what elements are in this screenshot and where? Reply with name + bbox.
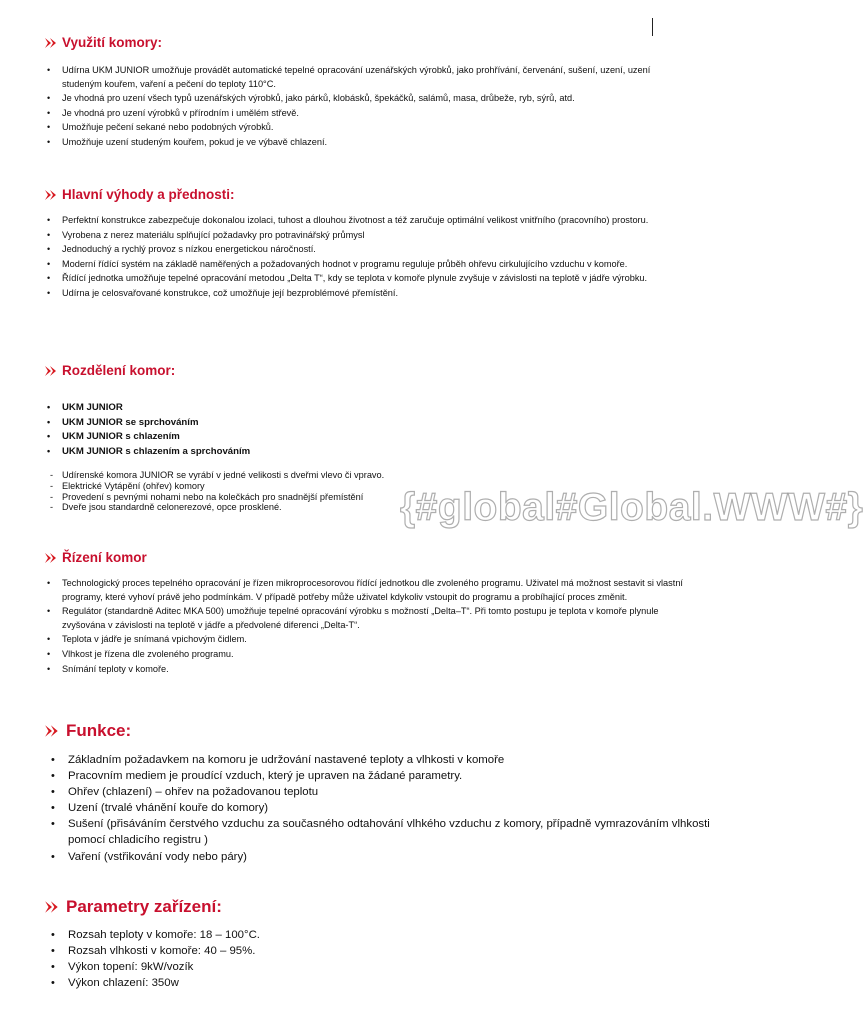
list-item: • Sušení (přisáváním čerstvého vzduchu za současného odtahování vlhkého vzduchu z komory, případně vymrazováním vlhkosti pomocí chladicího registru ) (44, 816, 734, 848)
list-item: • Udírna je celosvařované konstrukce, což umožňuje její bezproblémové přemístění. (44, 287, 684, 301)
list-rizeni (44, 577, 684, 676)
list-item: • Výkon topení: 9kW/vozík (44, 959, 684, 975)
section-heading (44, 186, 684, 206)
list-item: • Perfektní konstrukce zabezpečuje dokonalou izolaci, tuhost a dlouhou životnost a též zaručuje optimální velikost vnitřního (pracovního) prostoru. (44, 214, 684, 228)
red-arrow-icon (44, 899, 60, 915)
list-funkce (44, 752, 734, 865)
list-parametry (44, 927, 684, 991)
red-arrow-icon (44, 36, 58, 50)
heading-funkce: Funkce: (66, 721, 132, 740)
red-arrow-icon (44, 723, 60, 739)
list-item: • Pracovním mediem je proudící vzduch, který je upraven na žádané parametry. (44, 768, 734, 784)
section-heading (44, 34, 684, 54)
list-item: • Udírna UKM JUNIOR umožňuje provádět automatické tepelné opracování uzenářských výrobků, jako prohřívání, červenání, sušení, uzení, uzení studeným kouřem, vaření a pečení do teploty 110°C. (44, 64, 684, 91)
list-item: • Rozsah vlhkosti v komoře: 40 – 95%. (44, 943, 684, 959)
section-heading (44, 549, 684, 569)
section-funkce (44, 720, 734, 865)
list-item: • UKM JUNIOR se sprchováním (44, 416, 684, 430)
list-item: • Uzení (trvalé vhánění kouře do komory) (44, 800, 734, 816)
list-item: • Vyrobena z nerez materiálu splňující požadavky pro potravinářský průmysl (44, 229, 684, 243)
list-item: • Vaření (vstřikování vody nebo páry) (44, 849, 734, 865)
list-item: • Technologický proces tepelného opracování je řízen mikroprocesorovou řídící jednotkou dle zvoleného programu. Uživatel má možnost sestavit si vlastní programy, které vyhoví právě jeho podmínkám. V případě potřeby může uživatel kdykoliv vstoupit do programu a probíhající proces změnit. (44, 577, 684, 604)
heading-vyhody: Hlavní výhody a přednosti: (62, 187, 235, 202)
list-item: • UKM JUNIOR (44, 401, 684, 415)
section-heading (44, 720, 734, 744)
list-item: • Je vhodná pro uzení všech typů uzenářských výrobků, jako párků, klobásků, špekáčků, salámů, masa, drůbeže, ryb, sýrů, atd. (44, 92, 684, 106)
note-item: - Dveře jsou standardně celonerezové, opce prosklené. (44, 502, 684, 513)
section-vyuziti (44, 34, 684, 151)
red-arrow-icon (44, 551, 58, 565)
note-item: - Udírenské komora JUNIOR se vyrábí v jedné velikosti s dveřmi vlevo či vpravo. (44, 470, 684, 481)
section-rizeni (44, 549, 684, 677)
section-vyhody (44, 186, 684, 302)
list-item: • Vlhkost je řízena dle zvoleného programu. (44, 648, 684, 662)
list-item: • UKM JUNIOR s chlazením (44, 430, 684, 444)
list-item: • Jednoduchý a rychlý provoz s nízkou energetickou náročností. (44, 243, 684, 257)
list-item: • UKM JUNIOR s chlazením a sprchováním (44, 445, 684, 459)
red-arrow-icon (44, 364, 58, 378)
list-item: • Moderní řídící systém na základě naměřených a požadovaných hodnot v programu reguluje průběh ohřevu cirkulujícího vzduchu v komoře. (44, 258, 684, 272)
note-item: - Elektrické Vytápění (ohřev) komory (44, 481, 684, 492)
list-item: • Řídící jednotka umožňuje tepelné opracování metodou „Delta T“, kdy se teplota v komoře plynule zvyšuje v závislosti na teplotě v jádře výrobku. (44, 272, 684, 286)
section-parametry (44, 896, 684, 991)
list-item: • Rozsah teploty v komoře: 18 – 100°C. (44, 927, 684, 943)
heading-rozdeleni: Rozdělení komor: (62, 363, 176, 378)
list-item: • Výkon chlazení: 350w (44, 975, 684, 991)
heading-rizeni: Řízení komor (62, 550, 147, 565)
watermark: {#global#Global.WWW#} (400, 486, 863, 529)
section-heading (44, 362, 684, 382)
list-item: • Umožňuje pečení sekané nebo podobných výrobků. (44, 121, 684, 135)
list-rozdeleni (44, 401, 684, 458)
list-vyhody (44, 214, 684, 301)
section-heading (44, 896, 684, 920)
list-item: • Je vhodná pro uzení výrobků v přírodním i umělém střevě. (44, 107, 684, 121)
list-item: • Základním požadavkem na komoru je udržování nastavené teploty a vlhkosti v komoře (44, 752, 734, 768)
list-item: • Snímání teploty v komoře. (44, 663, 684, 677)
list-vyuziti (44, 64, 684, 150)
red-arrow-icon (44, 188, 58, 202)
list-item: • Ohřev (chlazení) – ohřev na požadovanou teplotu (44, 784, 734, 800)
list-item: • Regulátor (standardně Aditec MKA 500) umožňuje tepelné opracování výrobku s možností „Delta–T“. Při tomto postupu je teplota v komoře plynule zvyšována v závislosti na teplotě v jádře a předvolené diferenci „Delta-T“. (44, 605, 684, 632)
list-item: • Umožňuje uzení studeným kouřem, pokud je ve výbavě chlazení. (44, 136, 684, 150)
list-item: • Teplota v jádře je snímaná vpichovým čidlem. (44, 633, 684, 647)
note-item: - Provedení s pevnými nohami nebo na kolečkách pro snadnější přemístění (44, 492, 684, 503)
heading-parametry: Parametry zařízení: (66, 897, 222, 916)
heading-vyuziti: Využití komory: (62, 35, 163, 50)
